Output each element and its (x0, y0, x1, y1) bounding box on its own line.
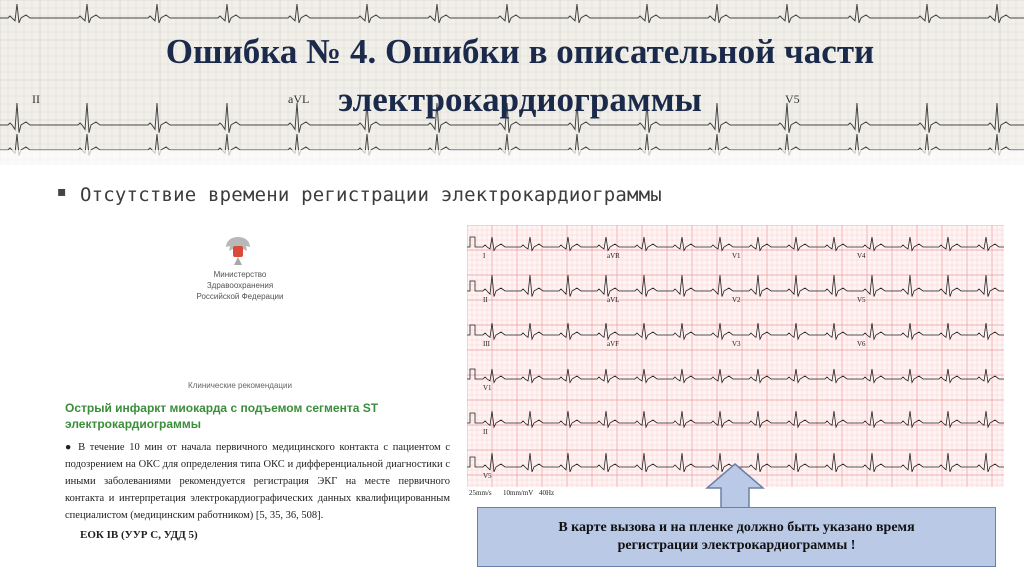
bullet-text: Отсутствие времени регистрации электрокардиограммы (80, 184, 662, 206)
ecg-lead-label: V4 (857, 252, 866, 260)
ecg-lead-label: V5 (483, 472, 492, 480)
callout-text (558, 519, 914, 555)
ecg-lead-label: II (483, 296, 488, 304)
ecg-lead-label: V1 (483, 384, 492, 392)
up-arrow-icon (705, 462, 765, 510)
ministry-name-line: Российской Федерации (196, 292, 284, 301)
callout-box (477, 507, 996, 567)
slide-title (130, 28, 910, 124)
document-paragraph: ● В течение 10 мин от начала первичного медицинского контакта с пациентом с подозрением на ОКС для определения типа ОКС и дифференциальной диагностики с иными заболеваниями рекомендуется регистрация ЭКГ на месте первичного контакта и интерпретация электрокардиографических данных квалифицированным специалистом (медицинским работником) [5, 35, 36, 508]. (65, 442, 450, 521)
ecg-gain: 10mm/mV (503, 489, 534, 497)
document-heading: Острый инфаркт миокарда с подъемом сегмента ST электрокардиограммы (65, 401, 379, 431)
ecg-lead-label: II (483, 428, 488, 436)
ecg-lead-label: V6 (857, 340, 866, 348)
ministry-name-line: Здравоохранения (206, 281, 274, 290)
header-lead-label: V5 (785, 92, 800, 106)
ecg-lead-label: V5 (857, 296, 866, 304)
ecg-lead-label: I (483, 252, 486, 260)
ministry-emblem-icon (220, 233, 256, 269)
ecg-lead-label: V3 (732, 340, 741, 348)
slide-title-line2: электрокардиограммы (338, 80, 702, 119)
ecg-lead-label: aVL (607, 296, 620, 304)
slide-title-line1: Ошибка № 4. Ошибки в описательной части (165, 32, 875, 71)
ecg-lead-label: aVF (607, 340, 620, 348)
ecg-lead-label: V2 (732, 296, 741, 304)
ecg-filter: 40Hz (539, 489, 555, 497)
ministry-name-line: Министерство (213, 270, 267, 279)
document-evidence-level: ЕОК IB (УУР С, УДД 5) (80, 529, 198, 541)
ecg-lead-label: aVR (607, 252, 620, 260)
header-lead-label: aVL (288, 92, 310, 106)
document-subtitle: Клинические рекомендации (188, 381, 292, 390)
ecg-paper-speed: 25mm/s (469, 489, 492, 497)
ecg-lead-label: V1 (732, 252, 741, 260)
callout-text-line2: регистрации электрокардиограммы ! (617, 538, 856, 553)
guideline-document (50, 225, 460, 570)
header-lead-label: II (32, 92, 40, 106)
bullet-marker: ▪ (57, 184, 67, 200)
ecg-lead-label: III (483, 340, 490, 348)
callout-text-line1: В карте вызова и на пленке должно быть указано время (558, 520, 915, 535)
